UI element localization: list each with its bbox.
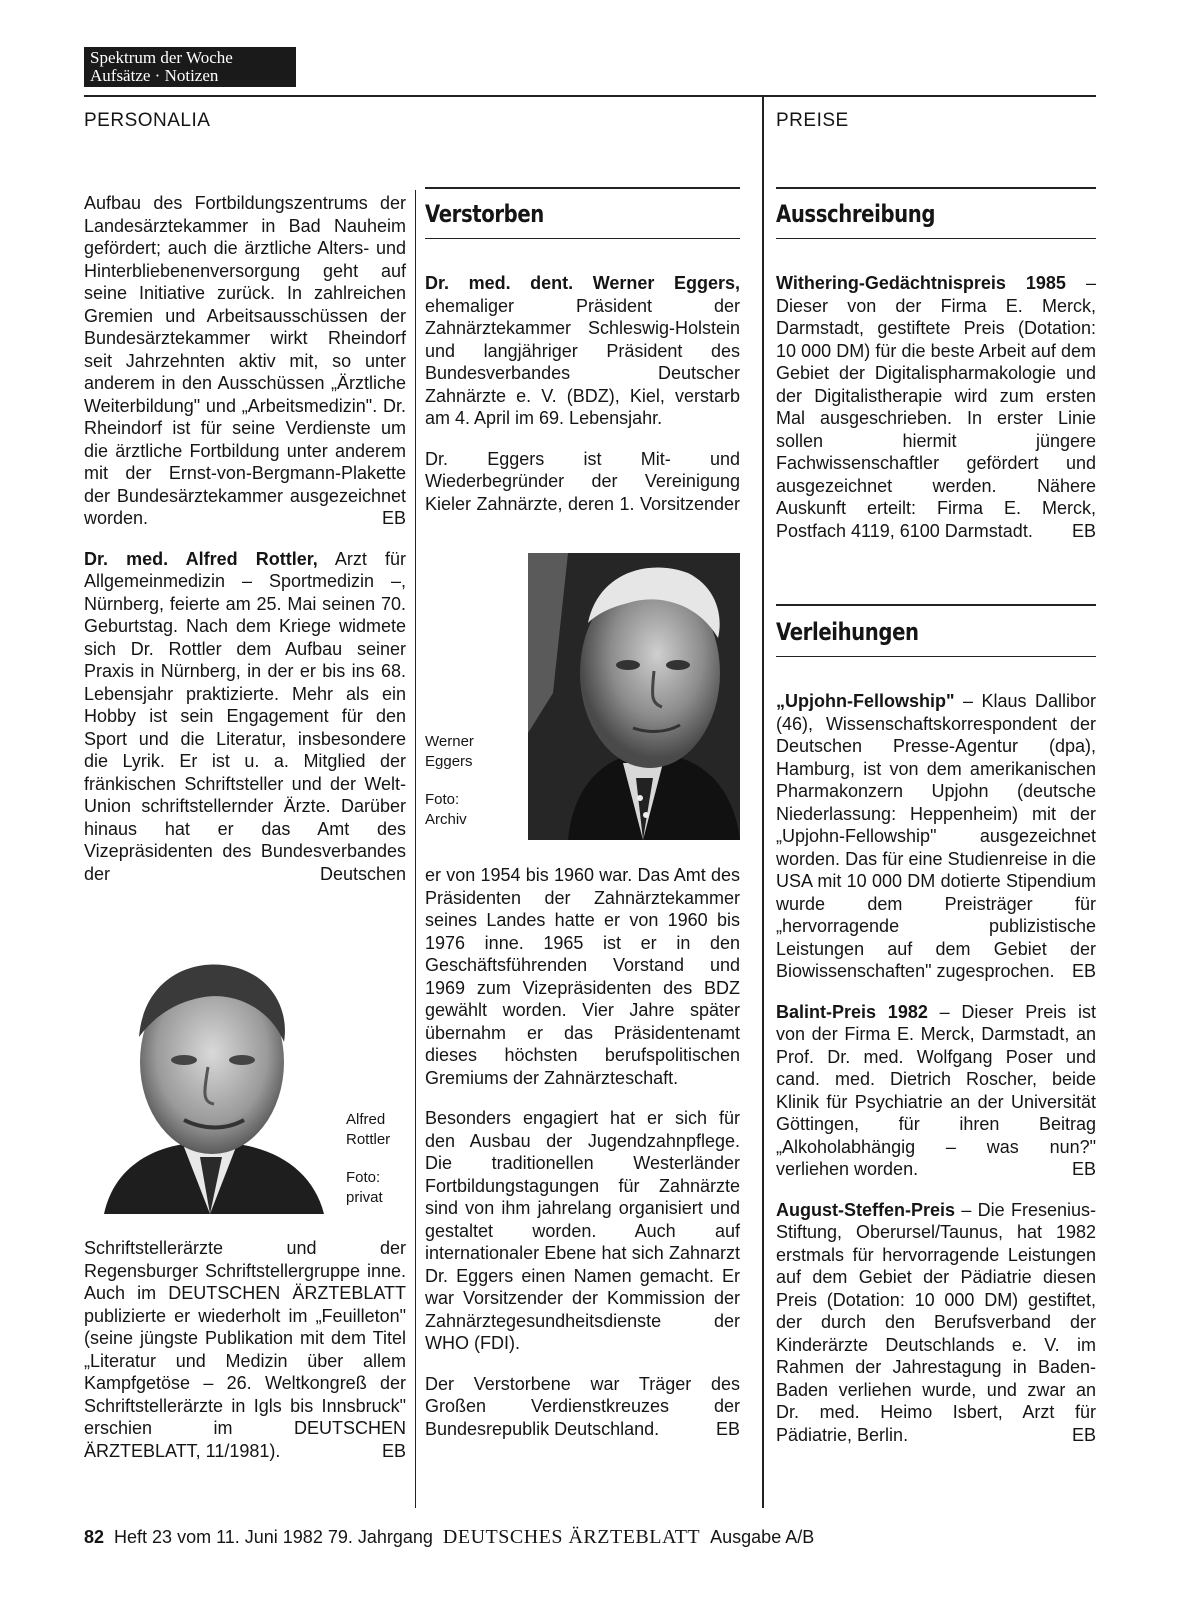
section-label-preise: PREISE [776,110,849,131]
heading-ausschreibung: Ausschreibung [776,200,936,228]
withering-name: Withering-Gedächtnispreis 1985 [776,273,1066,293]
issue-info: Heft 23 vom 11. Juni 1982 79. Jahrgang [114,1527,433,1547]
caption-rottler-credit: Foto: privat [346,1169,383,1206]
signature-eb: EB [381,508,406,528]
signature-eb: EB [381,1440,406,1461]
masthead-line-1: Spektrum der Woche [90,48,233,67]
verstorben-rule-top [425,187,740,189]
masthead-line-2: Aufsätze · Notizen [90,66,219,85]
column-3-top [776,272,1096,542]
photo-werner-eggers [528,553,740,840]
rottler-text-continued: Schriftstellerärzte und der Regensburger Schriftstellergruppe inne. Auch im DEUTSCHEN ÄRZTEBLATT publizierte er wiederholt im „Feuilleton" (seine jüngste Publikation mit dem Titel „Literatur und Medizin über allem Kampfgetöse – 26. Weltkongreß der Schriftstellerärzte in Igls bis Innsbruck" erschien im DEUTSCHEN ÄRZTEBLATT, 11/1981). [84,1238,406,1461]
signature-eb: EB [1071,520,1096,541]
column-2-bottom [425,864,740,1440]
column-1-bottom [84,1237,406,1462]
signature-eb: EB [1071,961,1096,981]
withering-text: – Dieser von der Firma E. Merck, Darmstadt, gestiftete Preis (Dotation: 10 000 DM) für die beste Arbeit auf dem Gebiet der Digitalispharmakologie und der Digitalistherapie wird zum ersten Mal ausgeschrieben. In erster Linie sollen hiermit jüngere Fachwissenschaftler gefördert und ausgezeichnet werden. Nähere Auskunft erteilt: Firma E. Merck, Postfach 4119, 6100 Darmstadt. [776,273,1096,541]
verleihungen-rule-top [776,604,1096,606]
signature-eb: EB [1071,1424,1096,1445]
heading-verleihungen: Verleihungen [776,618,919,646]
section-label-personalia: PERSONALIA [84,110,211,131]
journal-name: DEUTSCHES ÄRZTEBLATT [442,1526,701,1548]
heading-verstorben: Verstorben [425,200,544,228]
ausschreibung-rule-top [776,187,1096,189]
verleihungen-rule-bottom [776,656,1096,657]
rottler-text: Arzt für Allgemeinmedizin – Sportmedizin –, Nürnberg, feierte am 25. Mai seinen 70. Geburtstag. Nach dem Kriege widmete sich Dr. Rottler dem Aufbau seiner Praxis in Nürnberg, in der er bis ins 68. Lebensjahr praktizierte. Mehr als ein Hobby ist sein Engagement für den Sport und die Literatur, insbesondere die Lyrik. Er ist u. a. Mitglied der fränkischen Schriftsteller und der Welt-Union schriftstellernder Ärzte. Darüber hinaus hat er das Amt des Vizepräsidenten des Bundesverbandes der Deutschen [84,548,407,884]
portrait-rottler-image [84,942,336,1214]
signature-eb: EB [1071,1159,1096,1179]
column-divider-left [415,190,416,1508]
portrait-eggers-image [528,553,740,840]
page-footer [84,1526,814,1549]
eggers-text-3: er von 1954 bis 1960 war. Das Amt des Präsidenten der Zahnärztekammer seines Landes hatte er von 1960 bis 1976 inne. 1965 ist er in den Geschäftsführenden Vorstand und 1969 zum Vizepräsidenten des BDZ gewählt worden. Vier Jahre später übernahm er das Präsidentenamt dieses höchsten berufspolitischen Gremiums der Zahnärzteschaft. [425,865,740,1088]
balint-name: Balint-Preis 1982 [776,1001,928,1022]
rottler-name: Dr. med. Alfred Rottler, [84,548,318,569]
signature-eb: EB [715,1418,740,1439]
upjohn-name: „Upjohn-Fellowship" [776,691,955,711]
caption-eggers-name: Werner Eggers [425,733,474,770]
caption-eggers [425,732,520,830]
verstorben-rule-bottom [425,238,740,239]
column-divider-right [762,96,764,1508]
steffen-name: August-Steffen-Preis [776,1199,956,1220]
eggers-text-5: Der Verstorbene war Träger des Großen Verdienstkreuzes der Bundesrepublik Deutschland. [425,1373,740,1439]
page-number: 82 [84,1527,105,1547]
edition-info: Ausgabe A/B [710,1527,815,1547]
caption-rottler-name: Alfred Rottler [346,1111,391,1148]
column-1-top [84,192,406,885]
caption-rottler [346,1110,410,1208]
photo-alfred-rottler [84,942,336,1214]
eggers-text: ehemaliger Präsident der Zahnärztekammer Schleswig-Holstein und langjähriger Präsident des Bundesverbandes Deutscher Zahnärzte e. V. (BDZ), Kiel, verstarb am 4. April im 69. Lebensjahr. [425,295,740,428]
ausschreibung-rule-bottom [776,238,1096,239]
rheindorf-text: Aufbau des Fortbildungszentrums der Landesärztekammer in Bad Nauheim gefördert; auch die ärztliche Alters- und Hinterbliebenenversorgung geht auf seine Initiative zurück. In zahlreichen Gremien und Arbeitsausschüssen der Bundesärztekammer wirkt Rheindorf seit Jahrzehnten aktiv mit, so unter anderem in den Ausschüssen „Ärztliche Weiterbildung" und „Arbeitsmedizin". Dr. Rheindorf ist für seine Verdienste um die ärztliche Fortbildung unter anderem mit der Ernst-von-Bergmann-Plakette der Bundesärztekammer ausgezeichnet worden. [84,193,406,528]
masthead [84,47,296,87]
eggers-name: Dr. med. dent. Werner Eggers, [425,273,740,293]
upjohn-text: – Klaus Dallibor (46), Wissenschaftskorrespondent der Deutschen Presse-Agentur (dpa), Hamburg, ist von dem amerikanischen Pharmakonzern Upjohn (deutsche Niederlassung: Heppenheim) mit der „Upjohn-Fellowship" ausgezeichnet worden. Das für eine Studienreise in die USA mit 10 000 DM dotierte Stipendium wurde dem Preisträger für „hervorragende publizistische Leistungen auf dem Gebiet der Biowissenschaften" zugesprochen. [776,691,1096,981]
top-rule [84,95,1096,97]
eggers-text-2: Dr. Eggers ist Mit- und Wiederbegründer der Vereinigung Kieler Zahnärzte, deren 1. Vorsitzender [425,448,740,514]
balint-text: – Dieser Preis ist von der Firma E. Merck, Darmstadt, an Prof. Dr. med. Wolfgang Poser und cand. med. Dietrich Roscher, beide Klinik für Psychiatrie an der Universität Göttingen, für ihren Beitrag „Alkoholabhängig – was nun?" verliehen worden. [776,1001,1096,1179]
column-2-top [425,272,740,515]
column-3-bottom [776,690,1096,1446]
caption-eggers-credit: Foto: Archiv [425,791,467,828]
steffen-text: – Die Fresenius-Stiftung, Oberursel/Taunus, hat 1982 erstmals für hervorragende Leistungen auf dem Gebiet der Pädiatrie diesen Preis (Dotation: 10 000 DM) gestiftet, der durch den Berufsverband der Kinderärzte Deutschlands e. V. im Rahmen der Jahrestagung in Baden-Baden verliehen wurde, und zwar an Dr. med. Heimo Isbert, Arzt für Pädiatrie, Berlin. [776,1199,1096,1445]
eggers-text-4: Besonders engagiert hat er sich für den Ausbau der Jugendzahnpflege. Die traditionellen Westerländer Fortbildungstagungen für Zahnärzte sind von ihm jahrelang organisiert und gestaltet worden. Auch auf internationaler Ebene hat sich Zahnarzt Dr. Eggers einen Namen gemacht. Er war Vorsitzender der Kommission der Zahnärztegesundheitsdienste der WHO (FDI). [425,1108,740,1353]
